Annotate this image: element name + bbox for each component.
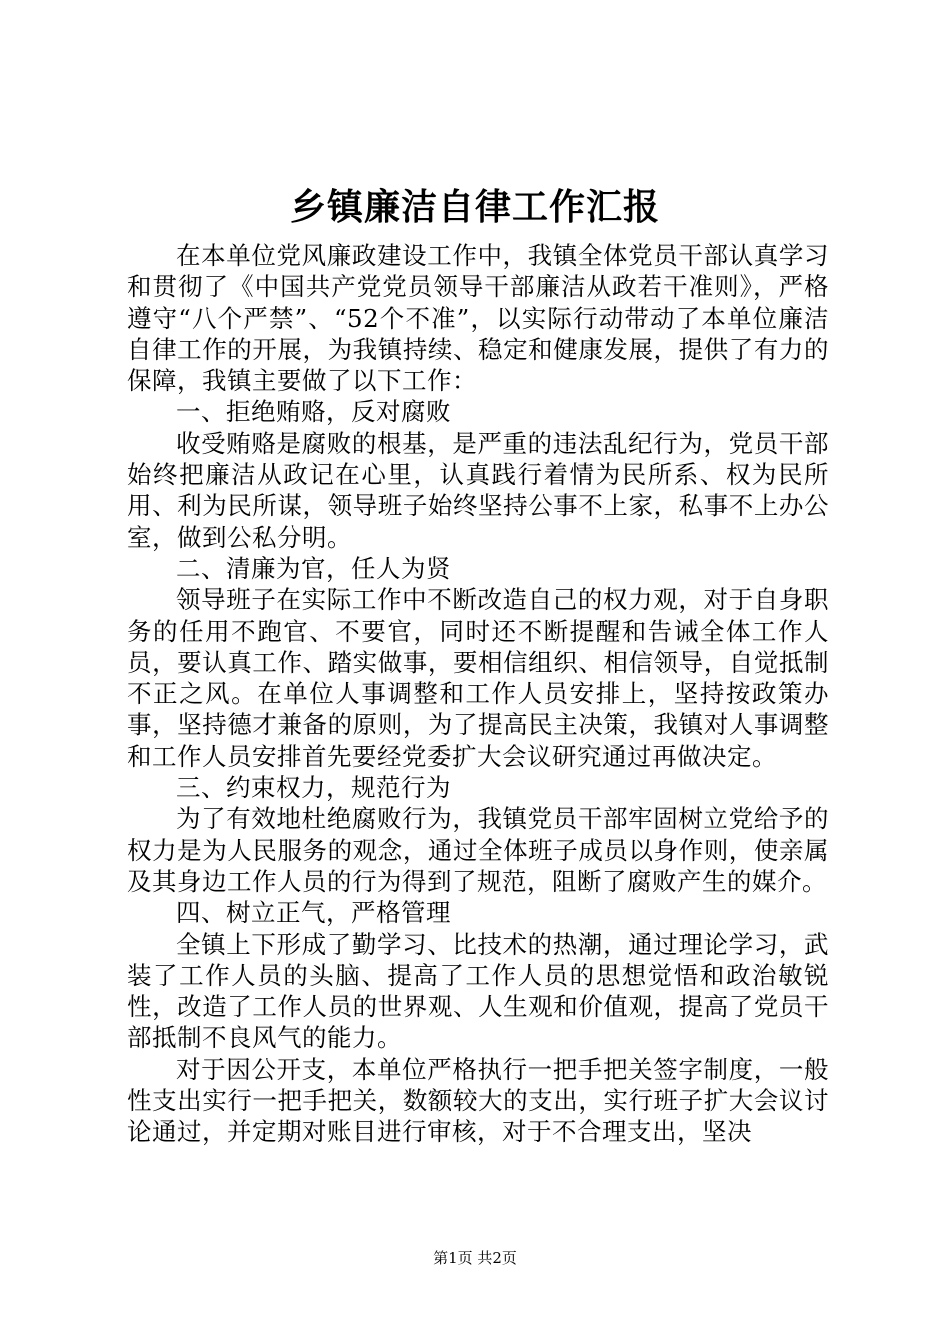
intro-paragraph: 在本单位党风廉政建设工作中，我镇全体党员干部认真学习和贯彻了《中国共产党党员领导干部廉洁从政若干准则》，严格遵守“八个严禁”、“52个不准”，以实际行动带动了本单位廉洁自律工作的开展，为我镇持续、稳定和健康发展，提供了有力的保障，我镇主要做了以下工作： bbox=[127, 241, 829, 396]
section-paragraph-3: 为了有效地杜绝腐败行为，我镇党员干部牢固树立党给予的权力是为人民服务的观念，通过全体班子成员以身作则，使亲属及其身边工作人员的行为得到了规范，阻断了腐败产生的媒介。 bbox=[127, 804, 829, 896]
section-paragraph-1: 收受贿赂是腐败的根基，是严重的违法乱纪行为，党员干部始终把廉洁从政记在心里，认真践行着情为民所系、权为民所用、利为民所谋，领导班子始终坚持公事不上家，私事不上办公室，做到公私分明。 bbox=[127, 428, 829, 552]
page-number-footer: 第1页 共2页 bbox=[433, 1249, 517, 1267]
section-heading-4: 四、树立正气，严格管理 bbox=[176, 898, 451, 928]
document-body bbox=[127, 240, 829, 1148]
section-paragraph-4: 全镇上下形成了勤学习、比技术的热潮，通过理论学习，武装了工作人员的头脑、提高了工作人员的思想觉悟和政治敏锐性，改造了工作人员的世界观、人生观和价值观，提高了党员干部抵制不良风气的能力。 bbox=[127, 929, 829, 1053]
section-heading-3: 三、约束权力，规范行为 bbox=[176, 773, 451, 803]
section-heading-1: 一、拒绝贿赂，反对腐败 bbox=[176, 397, 451, 427]
section-paragraph-2: 领导班子在实际工作中不断改造自己的权力观，对于自身职务的任用不跑官、不要官，同时还不断提醒和告诫全体工作人员，要认真工作、踏实做事，要相信组织、相信领导，自觉抵制不正之风。在单位人事调整和工作人员安排上，坚持按政策办事，坚持德才兼备的原则，为了提高民主决策，我镇对人事调整和工作人员安排首先要经党委扩大会议研究通过再做决定。 bbox=[127, 585, 829, 771]
expense-paragraph: 对于因公开支，本单位严格执行一把手把关签字制度，一般性支出实行一把手把关，数额较大的支出，实行班子扩大会议讨论通过，并定期对账目进行审核，对于不合理支出，坚决 bbox=[127, 1054, 829, 1147]
section-heading-2: 二、清廉为官，任人为贤 bbox=[176, 553, 451, 583]
document-title: 乡镇廉洁自律工作汇报 bbox=[289, 187, 660, 228]
